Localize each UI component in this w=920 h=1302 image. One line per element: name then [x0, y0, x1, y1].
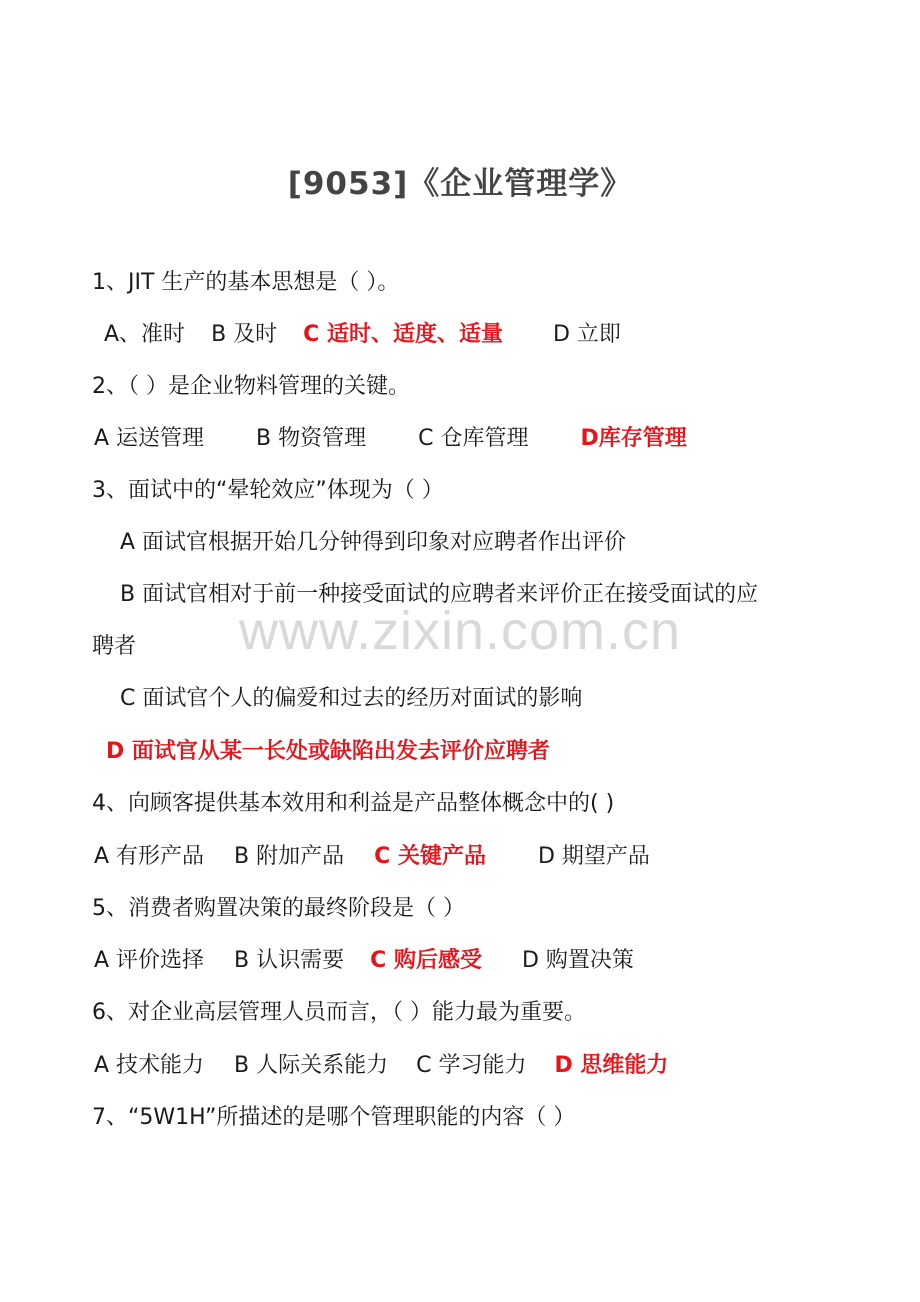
question-7-stem: 7、“5W1H”所描述的是哪个管理职能的内容（ ）	[92, 1105, 576, 1130]
q3-option-b-line2: 聘者	[92, 634, 137, 659]
q6-option-b: B 人际关系能力	[234, 1053, 389, 1078]
q3-option-a: A 面试官根据开始几分钟得到印象对应聘者作出评价	[120, 530, 627, 555]
question-6-stem: 6、对企业高层管理人员而言，（ ）能力最为重要。	[92, 1000, 586, 1025]
q6-option-a: A 技术能力	[94, 1053, 205, 1078]
q6-option-c: C 学习能力	[416, 1053, 527, 1078]
question-4-options	[94, 842, 650, 872]
q5-option-d: D 购置决策	[521, 948, 634, 973]
question-1-stem: 1、JIT 生产的基本思想是（ ）。	[92, 270, 400, 295]
question-4-stem: 4、向顾客提供基本效用和利益是产品整体概念中的( )	[92, 791, 615, 816]
q1-option-c-answer: C 适时、适度、适量	[303, 322, 503, 347]
question-2-stem: 2、（ ）是企业物料管理的关键。	[92, 374, 410, 399]
q2-option-a: A 运送管理	[94, 426, 205, 451]
watermark: www.zixin.com.cn	[238, 601, 682, 661]
q3-option-c: C 面试官个人的偏爱和过去的经历对面试的影响	[120, 686, 583, 711]
q1-option-a: A、准时	[104, 322, 186, 347]
q2-option-c: C 仓库管理	[418, 426, 529, 451]
q3-option-b-line1: B 面试官相对于前一种接受面试的应聘者来评价正在接受面试的应	[120, 582, 759, 607]
q1-option-b: B 及时	[211, 322, 278, 347]
question-5-options	[94, 946, 634, 976]
question-2-options	[94, 424, 687, 454]
q3-option-d-answer: D 面试官从某一长处或缺陷出发去评价应聘者	[106, 739, 550, 764]
q4-option-b: B 附加产品	[234, 844, 345, 869]
q6-option-d-answer: D 思维能力	[554, 1053, 669, 1078]
q1-option-d: D 立即	[552, 322, 621, 347]
question-5-stem: 5、消费者购置决策的最终阶段是（ ）	[92, 896, 465, 921]
q4-option-d: D 期望产品	[537, 844, 650, 869]
q5-option-c-answer: C 购后感受	[370, 948, 482, 973]
q5-option-b: B 认识需要	[234, 948, 345, 973]
q4-option-c-answer: C 关键产品	[374, 844, 486, 869]
q2-option-b: B 物资管理	[256, 426, 367, 451]
q4-option-a: A 有形产品	[94, 844, 205, 869]
page-title: [9053]《企业管理学》	[287, 166, 633, 202]
q2-option-d-answer: D库存管理	[580, 426, 687, 451]
q5-option-a: A 评价选择	[94, 948, 205, 973]
question-1-options	[104, 320, 621, 350]
question-3-stem: 3、面试中的“晕轮效应”体现为（ ）	[92, 478, 444, 503]
question-6-options	[94, 1051, 668, 1081]
